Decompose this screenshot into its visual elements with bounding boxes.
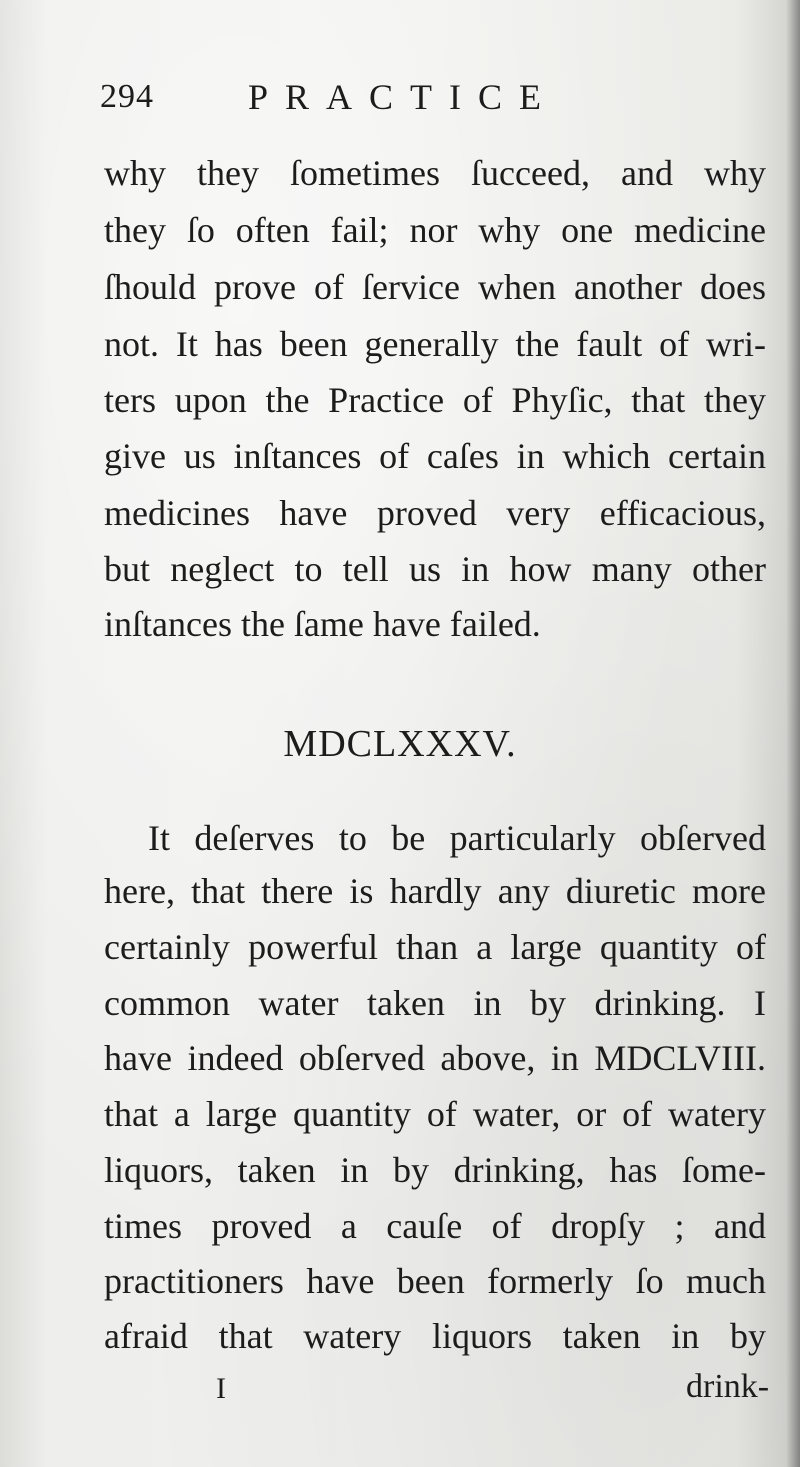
text-line: times proved a cauſe of dropſy ; and bbox=[104, 1206, 766, 1246]
text-line: why they ſometimes ſucceed, and why bbox=[104, 153, 766, 193]
text-line: give us inſtances of caſes in which certain bbox=[104, 436, 766, 476]
text-line: they ſo often fail; nor why one medicine bbox=[104, 210, 766, 250]
running-head: PRACTICE bbox=[248, 77, 559, 117]
section-number: MDCLXXXV. bbox=[283, 723, 517, 765]
signature-mark: I bbox=[216, 1372, 226, 1405]
text-line: practitioners have been formerly ſo much bbox=[104, 1261, 766, 1301]
page-number: 294 bbox=[100, 78, 154, 115]
text-line: liquors, taken in by drinking, has ſome- bbox=[104, 1150, 766, 1190]
catchword: drink- bbox=[686, 1368, 770, 1405]
text-line: here, that there is hardly any diuretic more bbox=[104, 871, 766, 911]
text-line: ſhould prove of ſervice when another does bbox=[104, 267, 766, 307]
text-line: afraid that watery liquors taken in by bbox=[104, 1316, 766, 1356]
text-line: ters upon the Practice of Phyſic, that they bbox=[104, 380, 766, 420]
text-line: but neglect to tell us in how many other bbox=[104, 549, 766, 589]
text-line: common water taken in by drinking. I bbox=[104, 983, 766, 1023]
text-line: that a large quantity of water, or of watery bbox=[104, 1094, 766, 1134]
page-header bbox=[100, 72, 760, 128]
text-line: not. It has been generally the fault of wri- bbox=[104, 324, 766, 364]
text-line: It deſerves to be particularly obſerved bbox=[148, 818, 766, 858]
text-line: certainly powerful than a large quantity of bbox=[104, 927, 766, 967]
text-line: medicines have proved very efficacious, bbox=[104, 493, 766, 533]
text-line: inſtances the ſame have failed. bbox=[104, 604, 541, 644]
text-line: have indeed obſerved above, in MDCLVIII. bbox=[104, 1038, 766, 1078]
